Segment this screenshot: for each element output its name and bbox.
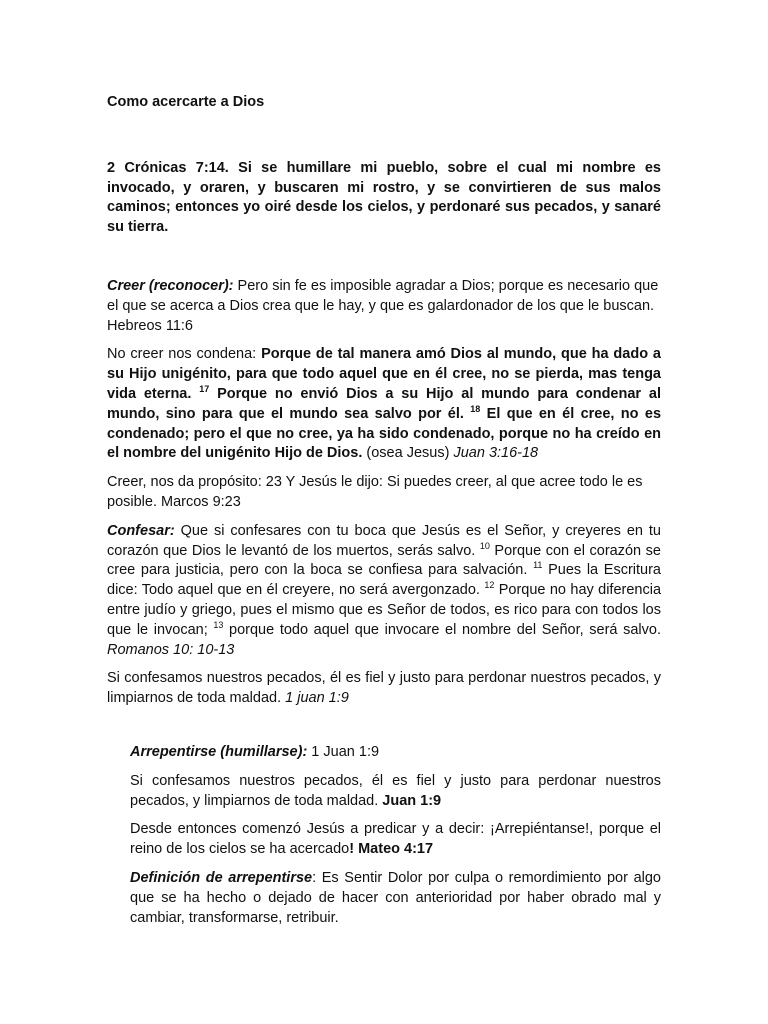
verse-number-11: 11 [533, 560, 543, 571]
arrepentirse-reference: 1 Juan 1:9 [307, 743, 380, 760]
romanos-10-10: Porque con el corazón se cree para justicia, pero con la boca se confiesa para salvación. [107, 542, 661, 579]
juan-3-16: Porque de tal manera amó Dios al mundo, que ha dado a su Hijo unigénito, para que todo aquel que en él cree, no se pierda, mas tenga vida eterna. [107, 346, 661, 402]
confesamos2-text: Si confesamos nuestros pecados, él es fiel y justo para perdonar nuestros pecados, y limpiarnos de toda maldad. [130, 772, 661, 809]
creer-text: Pero sin fe es imposible agradar a Dios; porque es necesario que el que se acerca a Dios crea que le hay, y que es galardonador de los que le buscan. Hebreos 11:6 [107, 278, 659, 334]
verse-number-18: 18 [470, 403, 481, 414]
romanos-10-13: porque todo aquel que invocare el nombre del Señor, será salvo. [223, 621, 661, 638]
desde-entonces-paragraph [130, 820, 661, 860]
confesamos2-reference: Juan 1:9 [382, 792, 442, 809]
romanos-10-9: Que si confesares con tu boca que Jesús es el Señor, y creyeres en tu corazón que Dios le levantó de los muertos, serás salvo. [107, 522, 661, 559]
document-title: Como acercarte a Dios [107, 94, 265, 110]
arrepentirse-section [130, 743, 661, 928]
verse-number-10: 10 [479, 540, 490, 551]
definicion-text: : Es Sentir Dolor por culpa o remordimiento por algo que se ha hecho o dejado de hacer con anterioridad por haber obrado mal y cambiar, transformarse, retribuir. [130, 869, 661, 926]
confesar-reference: Romanos 10: 10-13 [107, 641, 235, 658]
verse-number-17: 17 [199, 384, 210, 395]
section-gap [107, 718, 661, 743]
creer-proposito-paragraph: Creer, nos da propósito: 23 Y Jesús le dijo: Si puedes creer, al que acree todo le es posible. Marcos 9:23 [107, 474, 643, 510]
confesamos-paragraph [107, 669, 661, 709]
no-creer-reference: Juan 3:16-18 [453, 445, 539, 462]
verse-number-13: 13 [213, 619, 224, 630]
confesar-heading: Confesar: [107, 522, 175, 539]
confesar-paragraph [107, 522, 661, 661]
desde-entonces-reference: ! Mateo 4:17 [349, 841, 434, 858]
juan-3-18: El que en él cree, no es condenado; pero el que no cree, ya ha sido condenado, porque no ha creído en el nombre del unigénito Hijo de Dios. [107, 405, 662, 462]
confesamos-text: Si confesamos nuestros pecados, él es fiel y justo para perdonar nuestros pecados, y limpiarnos de toda maldad. [107, 670, 661, 707]
juan-3-17: Porque no envió Dios a su Hijo al mundo para condenar al mundo, sino para que el mundo sea salvo por él. [107, 385, 661, 422]
arrepentirse-heading: Arrepentirse (humillarse): [130, 743, 308, 760]
arrepentirse-heading-line [130, 743, 661, 763]
intro-verse: 2 Crónicas 7:14. Si se humillare mi pueblo, sobre el cual mi nombre es invocado, y oraren, y buscaren mi rostro, y se convirtieren de sus malos caminos; entonces yo oiré desde los cielos, y perdonaré sus pecados, y sanaré su tierra. [107, 160, 661, 235]
no-creer-lead: No creer nos condena: [107, 346, 262, 363]
romanos-10-11: Pues la Escritura dice: Todo aquel que en él creyere, no será avergonzado. [107, 562, 661, 599]
no-creer-note: (osea Jesus) [362, 445, 454, 462]
definicion-paragraph [130, 869, 661, 928]
verse-number-12: 12 [484, 580, 495, 591]
creer-heading: Creer (reconocer): [107, 278, 234, 294]
romanos-10-12: Porque no hay diferencia entre judío y griego, pues el mismo que es Señor de todos, es rico para con todos los que le invocan; [107, 582, 662, 638]
creer-paragraph [107, 277, 661, 336]
definicion-heading: Definición de arrepentirse [130, 869, 313, 886]
no-creer-paragraph [107, 345, 661, 464]
confesamos2-paragraph [130, 772, 661, 812]
desde-entonces-text: Desde entonces comenzó Jesús a predicar y a decir: ¡Arrepiéntanse!, porque el reino de los cielos se ha acercado [130, 821, 661, 858]
confesamos-reference: 1 juan 1:9 [285, 690, 349, 707]
